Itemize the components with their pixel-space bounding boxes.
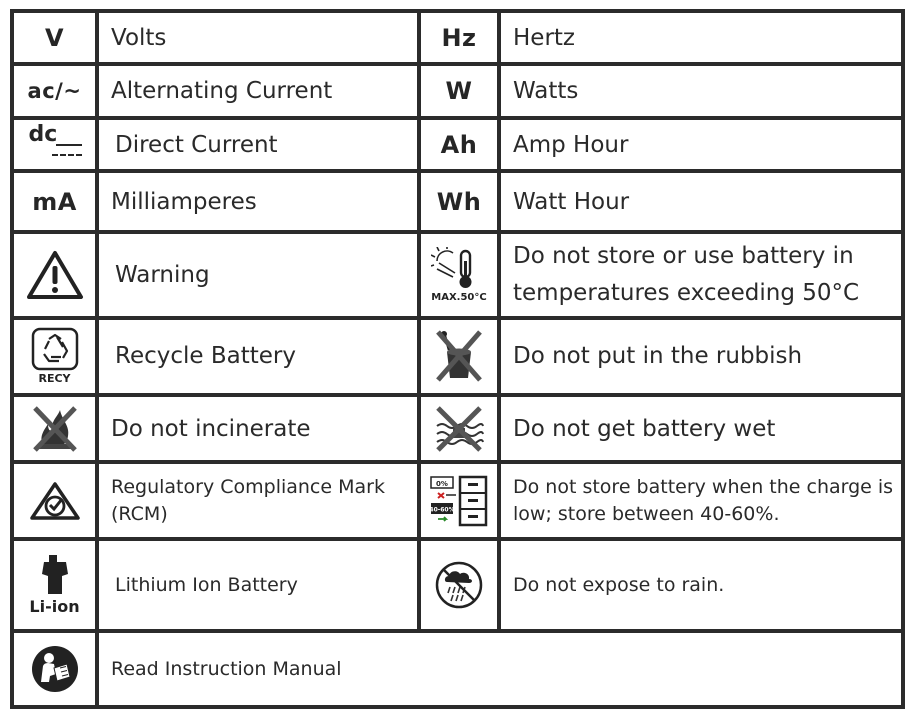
recycle-icon: [31, 327, 79, 385]
table-row: [12, 462, 903, 540]
table-row: [12, 539, 903, 631]
incinerate-label: Do not incinerate: [111, 415, 311, 442]
symbol-cell: [419, 171, 499, 232]
symbol-cell: [12, 171, 97, 232]
symbol-cell: [12, 631, 97, 707]
direct-current-label: Direct Current: [115, 131, 278, 158]
warning-triangle-icon: [26, 249, 84, 301]
no-water-icon: [433, 404, 485, 454]
watts-label: Watts: [513, 78, 579, 105]
table-row: [12, 395, 903, 462]
ac-abbr: ac/~: [27, 79, 82, 104]
table-row: [12, 631, 903, 707]
table-row: [12, 232, 903, 318]
watt-hour-label: Watt Hour: [513, 188, 630, 215]
amp-hour-abbr: Ah: [440, 130, 478, 159]
symbol-cell: [419, 64, 499, 117]
description-cell: [97, 318, 419, 396]
dc-dashed-line: [52, 154, 82, 156]
no-rubbish-bin-icon: [433, 328, 485, 384]
dc-abbr: dc: [28, 121, 58, 147]
symbol-cell: [419, 232, 499, 318]
symbol-cell: [12, 539, 97, 631]
direct-current-symbol: [25, 122, 85, 164]
description-cell: [499, 171, 903, 232]
symbol-cell: [419, 318, 499, 396]
symbol-cell: [12, 11, 97, 64]
description-cell: [97, 631, 903, 707]
milliamperes-label: Milliamperes: [111, 188, 257, 215]
volts-label: Volts: [111, 24, 167, 51]
milliamperes-abbr: mA: [32, 187, 77, 216]
description-cell: [499, 318, 903, 396]
description-cell: [499, 11, 903, 64]
hertz-abbr: Hz: [441, 23, 477, 52]
alternating-current-label: Alternating Current: [111, 78, 333, 105]
low-charge-label: 0%: [436, 479, 448, 488]
description-cell: [97, 171, 419, 232]
temperature-caption: MAX.50°C: [431, 291, 487, 303]
watts-abbr: W: [445, 77, 473, 106]
amp-hour-label: Amp Hour: [513, 131, 629, 158]
li-ion-label: Lithium Ion Battery: [115, 573, 298, 596]
symbol-cell: [12, 395, 97, 462]
symbol-cell: [12, 118, 97, 171]
table-row: [12, 11, 903, 64]
volts-abbr: V: [44, 23, 65, 52]
description-cell: [499, 118, 903, 171]
li-ion-caption: Li-ion: [29, 597, 80, 617]
description-cell: [499, 395, 903, 462]
charge-storage-label: Do not store battery when the charge is low; store between 40-60%.: [513, 475, 894, 525]
table-row: [12, 64, 903, 117]
symbol-cell: [12, 462, 97, 540]
rain-label: Do not expose to rain.: [513, 573, 725, 596]
description-cell: [97, 395, 419, 462]
recycle-label: Recycle Battery: [115, 343, 296, 370]
description-cell: [97, 118, 419, 171]
dc-solid-line: [56, 144, 82, 146]
symbol-cell: [419, 118, 499, 171]
symbol-cell: [12, 64, 97, 117]
description-cell: [499, 539, 903, 631]
symbol-cell: [419, 11, 499, 64]
li-ion-battery-icon: [29, 554, 79, 616]
table-row: [12, 318, 903, 396]
table-row: [12, 171, 903, 232]
ideal-charge-label: 40-60%: [429, 506, 455, 514]
description-cell: [499, 232, 903, 318]
wet-label: Do not get battery wet: [513, 415, 776, 442]
watt-hour-abbr: Wh: [436, 187, 482, 216]
description-cell: [97, 539, 419, 631]
rcm-label: Regulatory Compliance Mark (RCM): [111, 475, 385, 525]
read-manual-label: Read Instruction Manual: [111, 657, 342, 680]
hertz-label: Hertz: [513, 24, 575, 51]
no-rain-icon: [434, 560, 484, 610]
description-cell: [499, 64, 903, 117]
symbol-cell: [12, 318, 97, 396]
symbol-cell: [419, 539, 499, 631]
temperature-label: Do not store or use battery in temperatures exceeding 50°C: [513, 242, 860, 306]
read-manual-icon: [30, 644, 80, 694]
no-fire-icon: [30, 404, 80, 454]
description-cell: [499, 462, 903, 540]
rubbish-label: Do not put in the rubbish: [513, 343, 803, 370]
battery-charge-storage-icon: [428, 473, 490, 529]
table-row: [12, 118, 903, 171]
symbol-legend-table: [10, 9, 905, 709]
description-cell: [97, 11, 419, 64]
recycle-caption: RECY: [38, 372, 71, 386]
symbol-cell: [12, 232, 97, 318]
symbol-cell: [419, 395, 499, 462]
warning-label: Warning: [115, 261, 210, 288]
temperature-limit-icon: [431, 247, 487, 303]
description-cell: [97, 462, 419, 540]
description-cell: [97, 232, 419, 318]
rcm-mark-icon: [29, 481, 81, 521]
symbol-cell: [419, 462, 499, 540]
description-cell: [97, 64, 419, 117]
